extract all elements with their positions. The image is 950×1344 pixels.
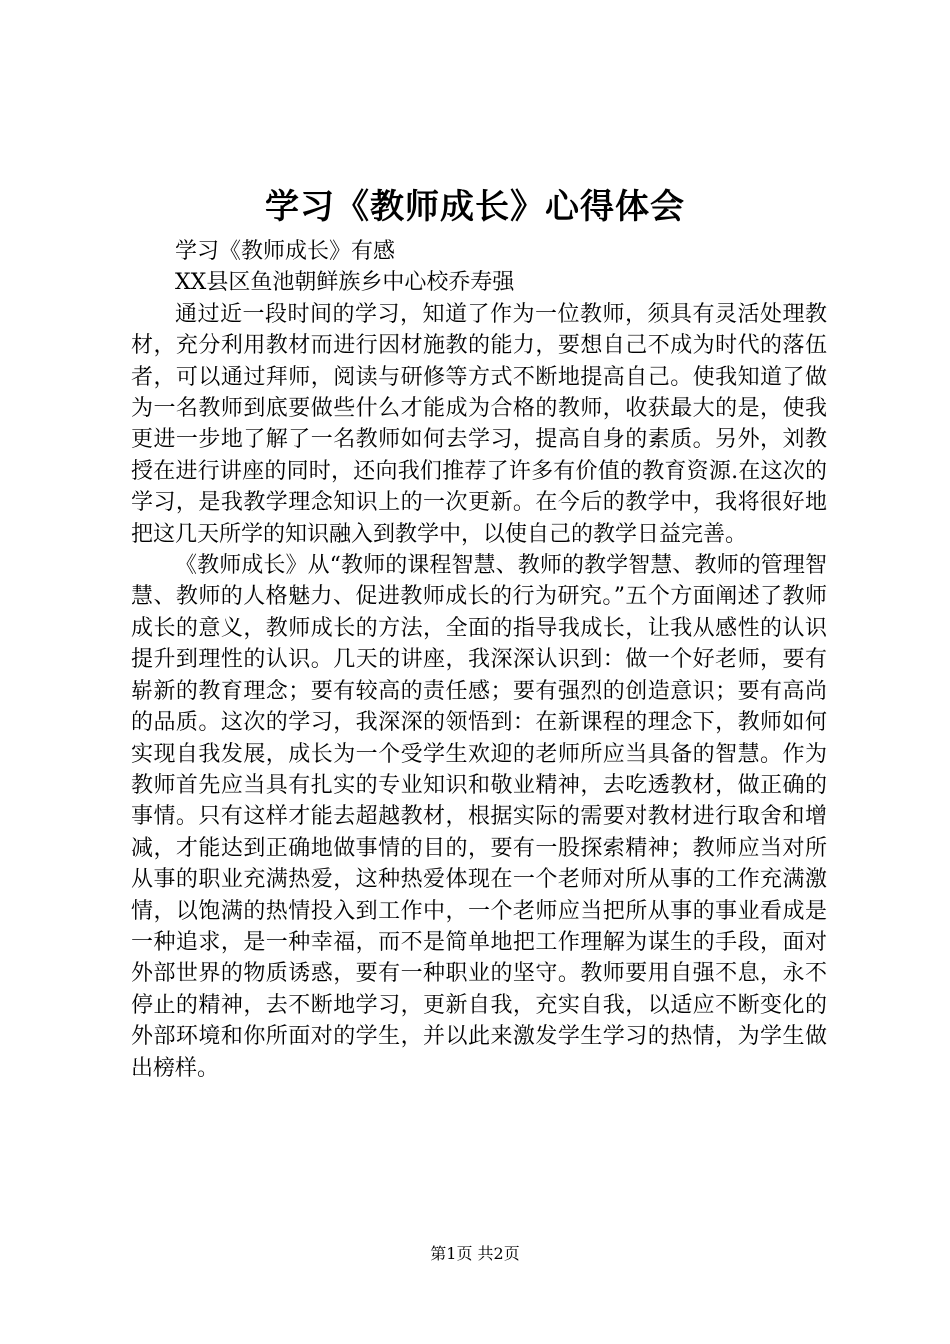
page-number-footer: 第1页 共2页	[430, 1244, 520, 1263]
body-paragraph-1: 通过近一段时间的学习，知道了作为一位教师，须具有灵活处理教材，充分利用教材而进行因材施教的能力，要想自己不成为时代的落伍者，可以通过拜师，阅读与研修等方式不断地提高自己。使我知道了做为一名教师到底要做些什么才能成为合格的教师，收获最大的是，使我更进一步地了解了一名教师如何去学习，提高自身的素质。另外，刘教授在进行讲座的同时，还向我们推荐了许多有价值的教育资源.在这次的学习，是我教学理念知识上的一次更新。在今后的教学中，我将很好地把这几天所学的知识融入到教学中，以使自己的教学日益完善。	[131, 301, 827, 547]
author-line: XX县区鱼池朝鲜族乡中心校乔寿强	[175, 270, 515, 296]
document-body	[131, 236, 827, 1084]
body-paragraph-2: 《教师成长》从“教师的课程智慧、教师的教学智慧、教师的管理智慧、教师的人格魅力、促进教师成长的行为研究。”五个方面阐述了教师成长的意义，教师成长的方法，全面的指导我成长，让我从感性的认识提升到理性的认识。几天的讲座，我深深认识到：做一个好老师，要有崭新的教育理念；要有较高的责任感；要有强烈的创造意识；要有高尚的品质。这次的学习，我深深的领悟到：在新课程的理念下，教师如何实现自我发展，成长为一个受学生欢迎的老师所应当具备的智慧。作为教师首先应当具有扎实的专业知识和敬业精神，去吃透教材，做正确的事情。只有这样才能去超越教材，根据实际的需要对教材进行取舍和增减，才能达到正确地做事情的目的，要有一股探索精神；教师应当对所从事的职业充满热爱，这种热爱体现在一个老师对所从事的工作充满激情，以饱满的热情投入到工作中，一个老师应当把所从事的事业看成是一种追求，是一种幸福，而不是简单地把工作理解为谋生的手段，面对外部世界的物质诱惑，要有一种职业的坚守。教师要用自强不息，永不停止的精神，去不断地学习，更新自我，充实自我，以适应不断变化的外部环境和你所面对的学生，并以此来激发学生学习的热情，为学生做出榜样。	[131, 553, 827, 1081]
subtitle-line: 学习《教师成长》有感	[175, 239, 396, 264]
document-title: 学习《教师成长》心得体会	[265, 187, 685, 227]
